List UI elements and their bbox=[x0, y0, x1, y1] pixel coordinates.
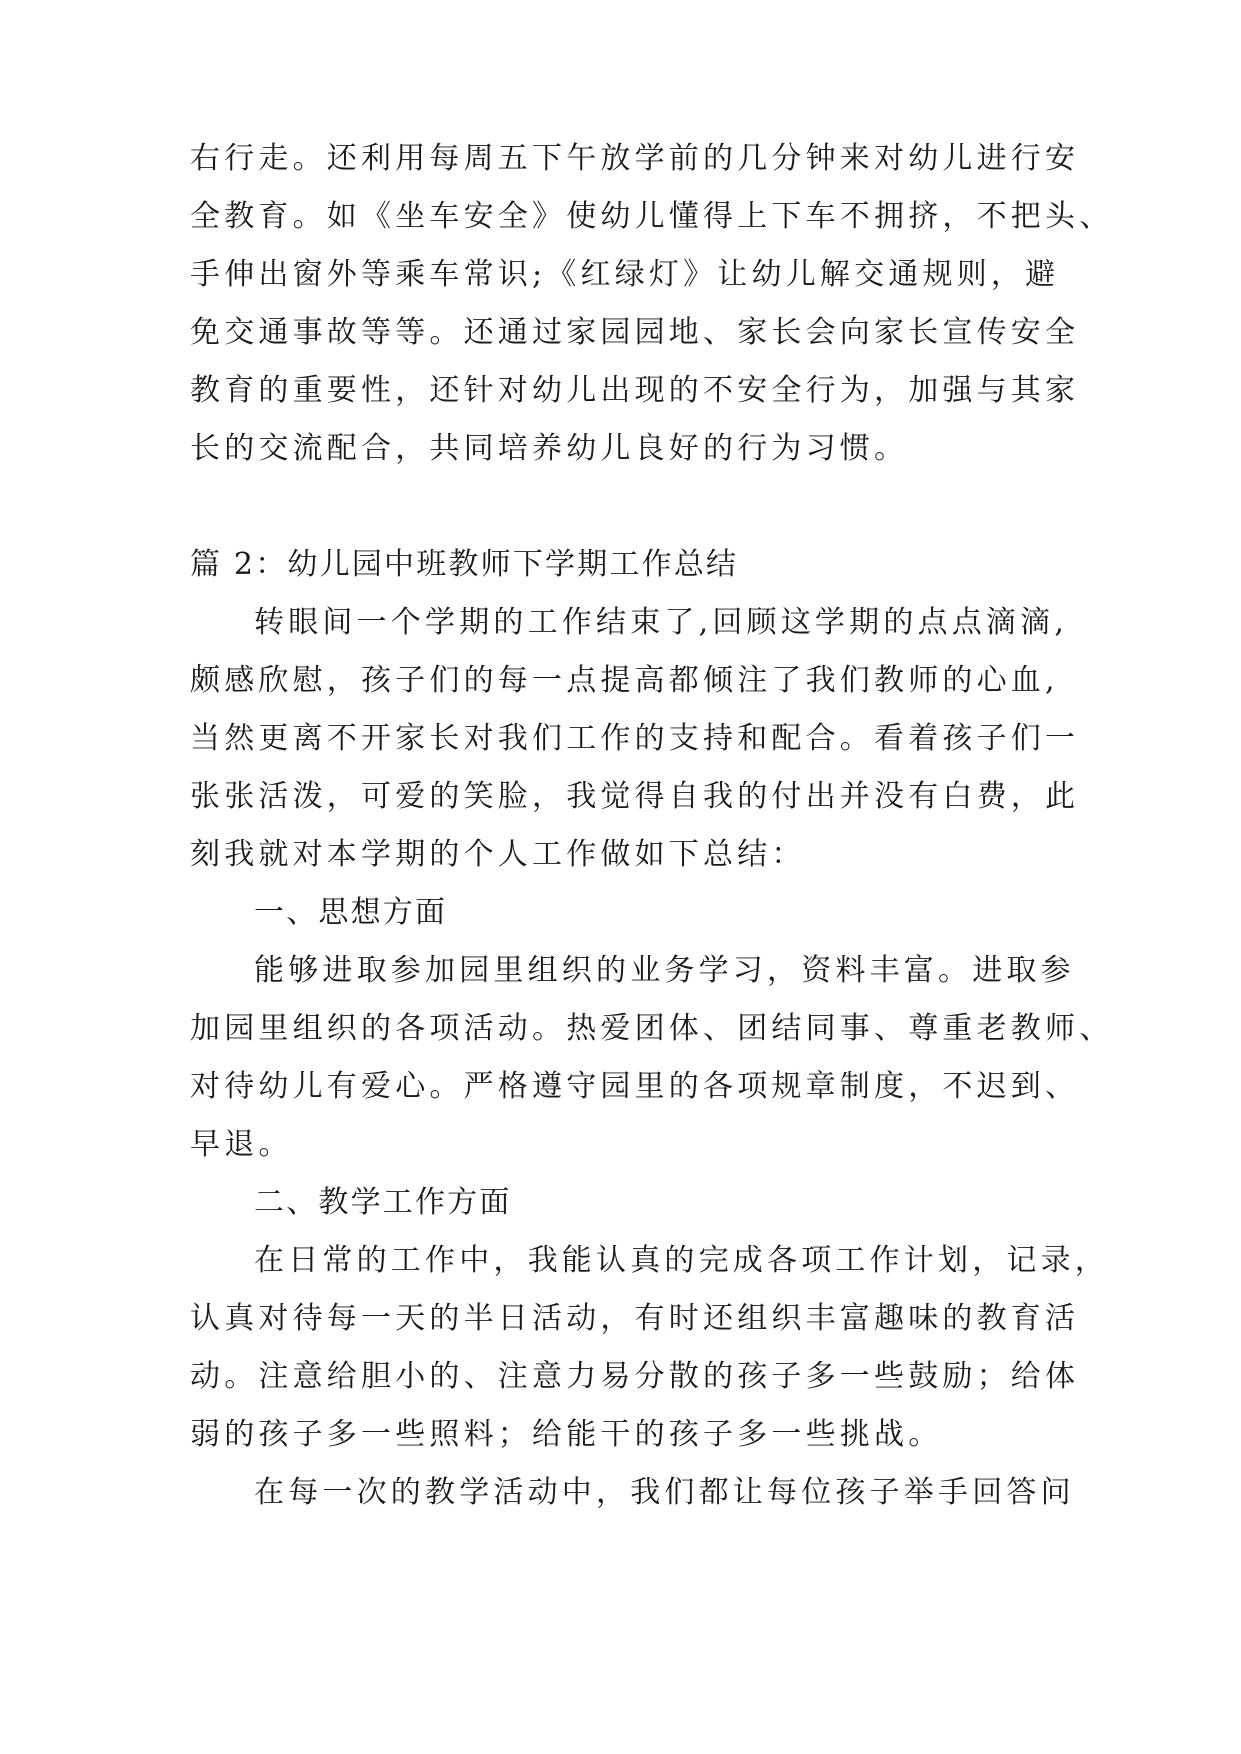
text-line: 能够进取参加园里组织的业务学习，资料丰富。进取参 bbox=[254, 953, 1075, 988]
document-body bbox=[190, 130, 1114, 1522]
subheading-ideology: 一、思想方面 bbox=[254, 895, 448, 930]
text-line: 刻我就对本学期的个人工作做如下总结： bbox=[190, 837, 806, 872]
text-line: 张张活泼，可爱的笑脸，我觉得自我的付出并没有白费，此 bbox=[190, 779, 1080, 814]
text-line: 认真对待每一天的半日活动，有时还组织丰富趣味的教育活 bbox=[190, 1301, 1080, 1336]
paragraph-safety-education bbox=[190, 130, 1114, 478]
paragraph-teaching bbox=[190, 1232, 1109, 1464]
text-line: 加园里组织的各项活动。热爱团体、团结同事、尊重老教师、 bbox=[190, 1011, 1114, 1046]
text-line: 颇感欣慰，孩子们的每一点提高都倾注了我们教师的心血, bbox=[190, 663, 1059, 698]
text-line: 对待幼儿有爱心。严格遵守园里的各项规章制度，不迟到、 bbox=[190, 1069, 1080, 1104]
text-line: 免交通事故等等。还通过家园园地、家长会向家长宣传安全 bbox=[190, 315, 1080, 350]
text-line: 早退。 bbox=[190, 1127, 293, 1162]
text-line: 在每一次的教学活动中，我们都让每位孩子举手回答问 bbox=[254, 1475, 1075, 1510]
text-line: 右行走。还利用每周五下午放学前的几分钟来对幼儿进行安 bbox=[190, 141, 1080, 176]
text-line: 全教育。如《坐车安全》使幼儿懂得上下车不拥挤，不把头、 bbox=[190, 199, 1114, 234]
text-line: 手伸出窗外等乘车常识;《红绿灯》让幼儿解交通规则，避 bbox=[190, 257, 1060, 292]
text-line: 动。注意给胆小的、注意力易分散的孩子多一些鼓励；给体 bbox=[190, 1359, 1080, 1394]
section-title: 篇 2：幼儿园中班教师下学期工作总结 bbox=[190, 547, 739, 582]
text-line: 当然更离不开家长对我们工作的支持和配合。看着孩子们一 bbox=[190, 721, 1080, 756]
subheading-teaching: 二、教学工作方面 bbox=[254, 1185, 512, 1220]
paragraph-spacer bbox=[190, 478, 1070, 536]
text-line: 弱的孩子多一些照料；给能干的孩子多一些挑战。 bbox=[190, 1417, 943, 1452]
text-line: 转眼间一个学期的工作结束了,回顾这学期的点点滴滴, bbox=[254, 605, 1069, 640]
paragraph-ideology bbox=[190, 942, 1114, 1174]
paragraph-introduction bbox=[190, 594, 1080, 884]
paragraph-teaching-activities bbox=[190, 1464, 1075, 1522]
text-line: 长的交流配合，共同培养幼儿良好的行为习惯。 bbox=[190, 431, 909, 466]
text-line: 在日常的工作中，我能认真的完成各项工作计划，记录， bbox=[254, 1243, 1109, 1278]
text-line: 教育的重要性，还针对幼儿出现的不安全行为，加强与其家 bbox=[190, 373, 1080, 408]
